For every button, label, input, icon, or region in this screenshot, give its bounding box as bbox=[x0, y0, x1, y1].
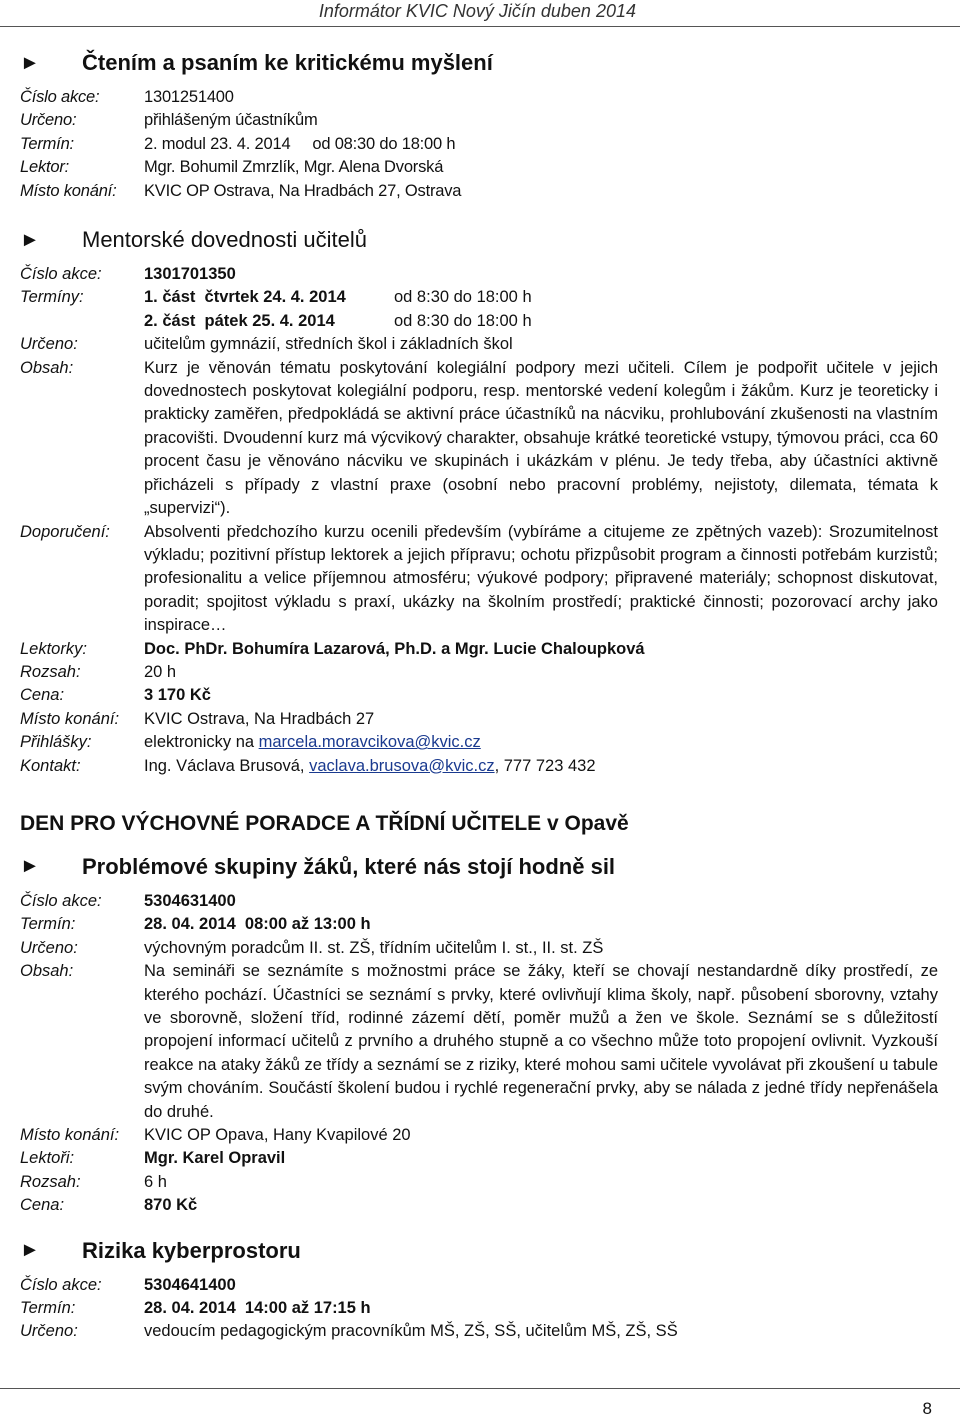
label-for: Určeno: bbox=[20, 938, 78, 957]
term-day: 2. část pátek 25. 4. 2014 bbox=[144, 311, 335, 330]
label-scope: Rozsah: bbox=[20, 662, 81, 681]
label-price: Cena: bbox=[20, 686, 65, 705]
course-lecturer: Mgr. Bohumil Zmrzlík, Mgr. Alena Dvorská bbox=[144, 158, 444, 177]
label-place: Místo konání: bbox=[20, 709, 120, 728]
term-day: 1. část čtvrtek 24. 4. 2014 bbox=[144, 288, 346, 307]
footer-rule bbox=[0, 1388, 960, 1389]
label-lecturer: Lektor: bbox=[20, 158, 70, 177]
label-price: Cena: bbox=[20, 1196, 65, 1215]
course-title-text: Rizika kyberprostoru bbox=[82, 1237, 301, 1263]
label-for: Určeno: bbox=[20, 335, 78, 354]
label-recommend: Doporučení: bbox=[20, 522, 110, 541]
label-place: Místo konání: bbox=[20, 1126, 120, 1145]
course-place: KVIC OP Ostrava, Na Hradbách 27, Ostrava bbox=[144, 181, 462, 200]
course-title bbox=[20, 46, 938, 80]
course-critical-thinking bbox=[20, 46, 938, 203]
course-number: 5304641400 bbox=[144, 1275, 236, 1294]
label-number: Číslo akce: bbox=[20, 88, 100, 106]
course-lecturers: Mgr. Karel Opravil bbox=[144, 1149, 286, 1168]
course-price: 870 Kč bbox=[144, 1196, 198, 1215]
course-place: KVIC OP Opava, Hany Kvapilové 20 bbox=[144, 1126, 411, 1145]
contact-prefix: Ing. Václava Brusová, bbox=[144, 756, 310, 775]
label-term: Termín: bbox=[20, 1299, 76, 1318]
course-number: 1301701350 bbox=[144, 265, 236, 284]
label-apply: Přihlášky: bbox=[20, 733, 92, 752]
course-number: 5304631400 bbox=[144, 891, 236, 910]
label-lecturers: Lektoři: bbox=[20, 1149, 75, 1168]
label-term: Termín: bbox=[20, 134, 74, 153]
page-number: 8 bbox=[922, 1399, 932, 1418]
page-content bbox=[20, 46, 938, 1344]
label-lecturers: Lektorky: bbox=[20, 639, 87, 658]
contact-suffix: , 777 723 432 bbox=[494, 756, 596, 775]
course-title bbox=[20, 850, 938, 884]
label-scope: Rozsah: bbox=[20, 1172, 81, 1191]
pointer-arrow-icon: ► bbox=[20, 51, 40, 74]
pointer-arrow-icon: ► bbox=[20, 855, 40, 878]
course-scope: 6 h bbox=[144, 1172, 167, 1191]
apply-prefix: elektronicky na bbox=[144, 733, 259, 752]
course-scope: 20 h bbox=[144, 662, 177, 681]
course-term: 2. modul 23. 4. 2014 od 08:30 do 18:00 h bbox=[144, 134, 456, 153]
apply-email-link[interactable]: marcela.moravcikova@kvic.cz bbox=[258, 733, 481, 752]
contact-email-link[interactable]: vaclava.brusova@kvic.cz bbox=[309, 756, 495, 775]
label-for: Určeno: bbox=[20, 1322, 78, 1341]
course-title-text: Problémové skupiny žáků, které nás stojí hodně sil bbox=[82, 853, 616, 879]
course-number: 1301251400 bbox=[144, 88, 234, 106]
label-number: Číslo akce: bbox=[20, 891, 102, 910]
course-mentoring bbox=[20, 223, 938, 778]
course-price: 3 170 Kč bbox=[144, 686, 211, 705]
label-terms: Termíny: bbox=[20, 288, 84, 307]
course-audience: učitelům gymnázií, středních škol i základních škol bbox=[144, 335, 513, 354]
label-content: Obsah: bbox=[20, 962, 74, 981]
running-header: Informátor KVIC Nový Jičín duben 2014 bbox=[318, 1, 636, 21]
course-title bbox=[20, 1234, 938, 1268]
label-content: Obsah: bbox=[20, 358, 74, 377]
course-cyber-risks bbox=[20, 1234, 938, 1344]
term-time: od 8:30 do 18:00 h bbox=[394, 311, 532, 330]
course-audience: přihlášeným účastníkům bbox=[144, 111, 318, 130]
pointer-arrow-icon: ► bbox=[20, 1239, 40, 1262]
course-title-text: Mentorské dovednosti učitelů bbox=[82, 227, 367, 253]
terms-grid bbox=[144, 286, 532, 333]
course-recommendation: Absolventi předchozího kurzu ocenili především (vybíráme a citujeme ze zpětných vazeb): Srozumitelnost výkladu; pozitivní přístup lektorek a jejich přípravu; ochotu přizpůsobit program a činnosti potřebám kurzistů; profesionalitu a velice příjemnou atmosféru; výukové podpory; připravené materiály; schopnost diskutovat, poradit; spojitost výkladu s praxí, ukázky na školním prostředí; praktické činnosti; pozorovací archy jako inspirace… bbox=[144, 522, 938, 635]
label-contact: Kontakt: bbox=[20, 756, 81, 775]
label-term: Termín: bbox=[20, 915, 76, 934]
course-term: 28. 04. 2014 08:00 až 13:00 h bbox=[144, 915, 371, 934]
header-rule bbox=[0, 26, 960, 27]
course-content: Kurz je věnován tématu poskytování kolegiální podpory mezi učiteli. Cílem je podpořit učitele v jejich dovednostech poskytovat kolegiální podporu, resp. mentorské vedení kolegům i žákům. Kurz je teoreticky i prakticky zaměřen, předpokládá se aktivní práce účastníků na nácviku, prohlubování zkušenosti na vlastním pracovišti. Dvoudenní kurz má výcvikový charakter, obsahuje krátké teoretické vstupy, týmovou práci, cca 60 procent času je věnováno nácviku ve skupinách i ukázkám v plénu. Je tedy třeba, aby účastníci aktivně přicházeli s případy z vlastní praxe (osobní nebo pracovní problémy, nejistoty, dilemata, témata k „supervizi“). bbox=[144, 358, 938, 518]
course-title bbox=[20, 223, 938, 257]
label-place: Místo konání: bbox=[20, 181, 117, 200]
course-title-text: Čtením a psaním ke kritickému myšlení bbox=[82, 50, 493, 75]
label-for: Určeno: bbox=[20, 111, 77, 130]
course-place: KVIC Ostrava, Na Hradbách 27 bbox=[144, 709, 375, 728]
course-term: 28. 04. 2014 14:00 až 17:15 h bbox=[144, 1299, 371, 1318]
label-number: Číslo akce: bbox=[20, 1275, 102, 1294]
label-number: Číslo akce: bbox=[20, 265, 102, 284]
section-heading: DEN PRO VÝCHOVNÉ PORADCE A TŘÍDNÍ UČITELE v Opavě bbox=[20, 811, 629, 835]
term-time: od 8:30 do 18:00 h bbox=[394, 288, 532, 307]
course-problem-groups bbox=[20, 850, 938, 1218]
course-content: Na semináři se seznámíte s možnostmi práce se žáky, kteří se chovají nestandardně díky prostředí, ze kterého pochází. Účastníci se seznámí s prvky, které ovlivňují klima školy, např. působení sborovny, vztahy ve sborovně, složení tříd, rodinné zázemí dětí, poměr mužů a žen ve škole. Seznámí se s důležitostí propojení informací učitelů z prvního a druhého stupně a co všechno může toto propojení ovlivnit. Vyzkouší reakce na ataky žáků ze třídy a seznámí se z riziky, které mohou sami učitele vyvolávat při zkoušení u tabule svým chováním. Součástí školení budou i rychlé regenerační prvky, aby se nálada z jedné třídy nepřenášela do druhé. bbox=[144, 962, 938, 1121]
pointer-arrow-icon: ► bbox=[20, 228, 40, 251]
course-lecturers: Doc. PhDr. Bohumíra Lazarová, Ph.D. a Mgr. Lucie Chaloupková bbox=[144, 639, 645, 658]
course-audience: výchovným poradcům II. st. ZŠ, třídním učitelům I. st., II. st. ZŠ bbox=[144, 938, 604, 957]
course-audience: vedoucím pedagogickým pracovníkům MŠ, ZŠ, SŠ, učitelům MŠ, ZŠ, SŠ bbox=[144, 1322, 678, 1341]
